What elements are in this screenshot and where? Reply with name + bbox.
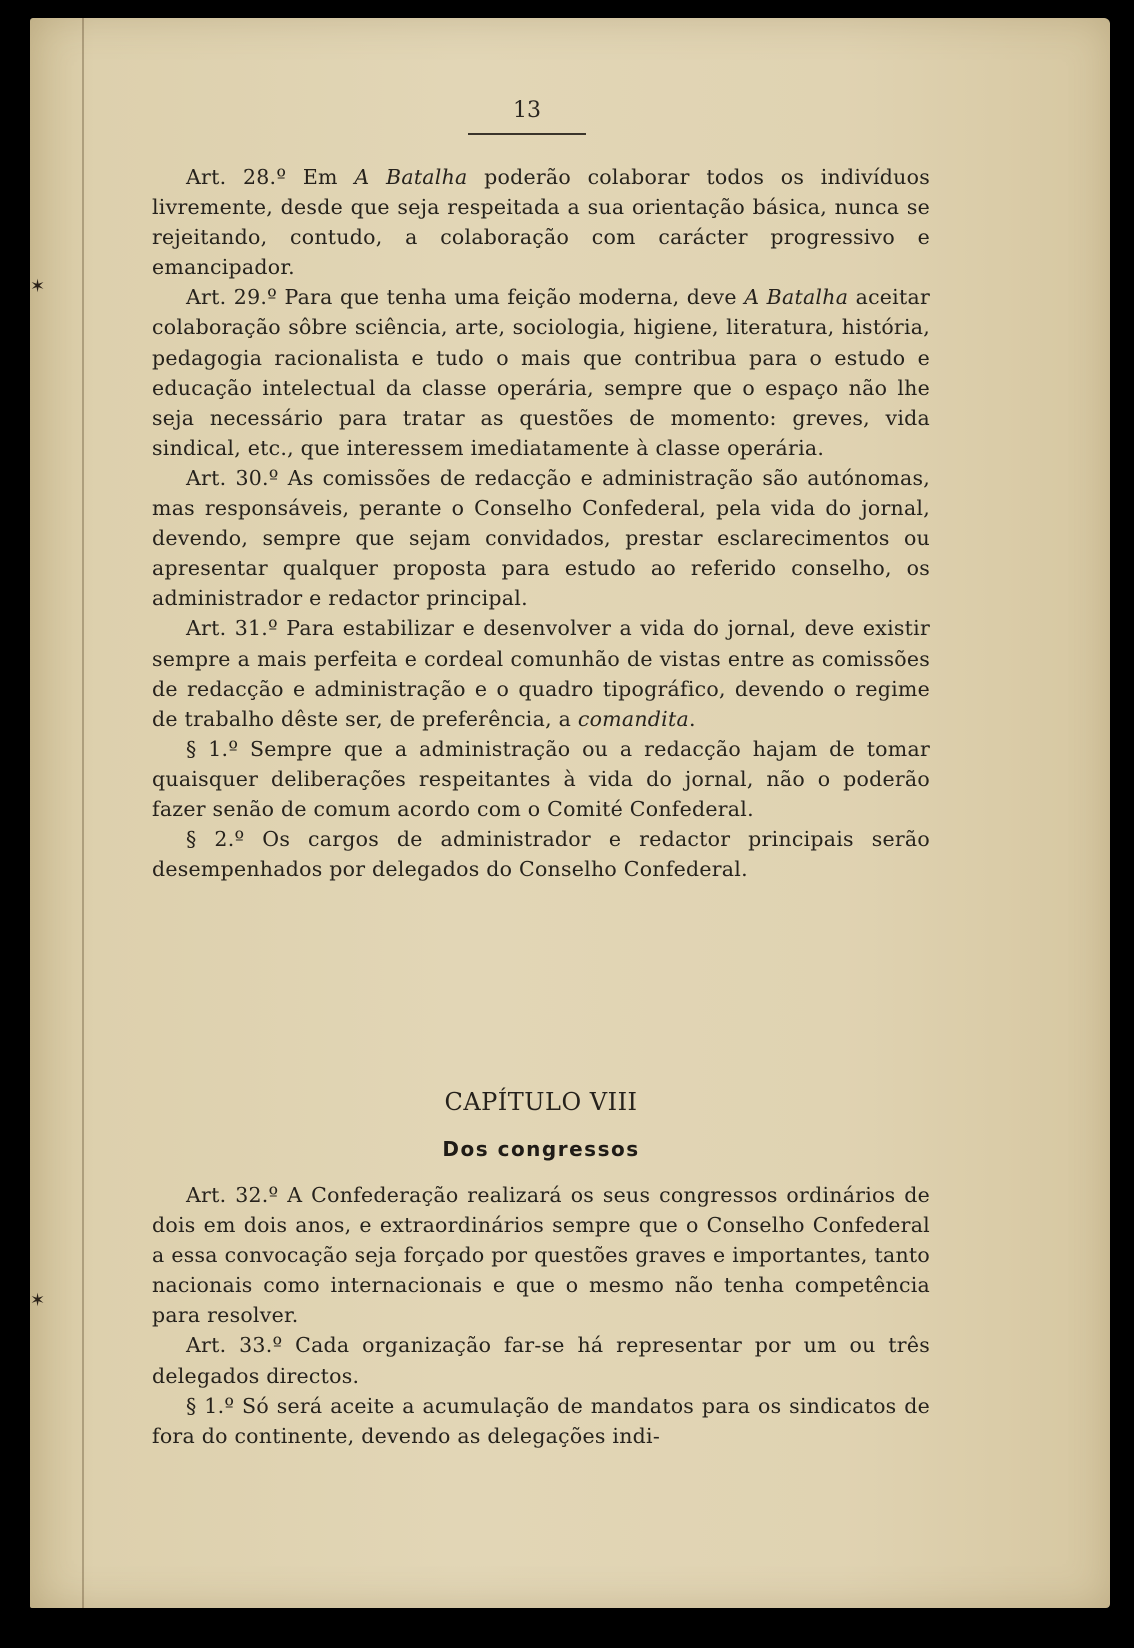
article-29: Art. 29.º Para que tenha uma feição moderna, deve A Batalha aceitar colaboração sôbre sciência, arte, sociologia, higiene, literatura, história, pedagogia racionalista e tudo o mais que contribua para o estudo e educação intelectual da classe operária, sempre que o espaço não lhe seja necessário para tratar as questões de momento: greves, vida sindical, etc., que interessem imediatamente à classe operária. — [152, 285, 930, 460]
italic-term: comandita — [577, 706, 689, 731]
article-31-paragraph-2: § 2.º Os cargos de administrador e redactor principais serão desempenhados por delegados do Conselho Confederal. — [152, 827, 930, 882]
chapter-subtitle: Dos congressos — [442, 1137, 640, 1161]
article-text-block-2 — [152, 1180, 930, 1451]
article-30: Art. 30.º As comissões de redacção e administração são autónomas, mas responsáveis, perante o Conselho Confederal, pela vida do jornal, devendo, sempre que sejam convidados, prestar esclarecimentos ou apresentar qualquer proposta para estudo ao referido conselho, os administrador e redactor principal. — [152, 465, 930, 611]
binding-mark-top: ✶ — [30, 276, 46, 297]
article-33-paragraph-1: § 1.º Só será aceite a acumulação de mandatos para os sindicatos de fora do continente, devendo as delegações indi- — [152, 1393, 930, 1448]
page-number-rule — [468, 133, 586, 135]
newspaper-title: A Batalha — [744, 285, 849, 310]
article-28: Art. 28.º Em A Batalha poderão colaborar todos os indivíduos livremente, desde que seja respeitada a sua orientação básica, nunca se rejeitando, contudo, a colaboração com carácter progressivo e emancipador. — [152, 165, 930, 280]
page-number: 13 — [513, 98, 541, 123]
article-32: Art. 32.º A Confederação realizará os seus congressos ordinários de dois em dois anos, e extraordinários sempre que o Conselho Confederal a essa convocação seja forçado por questões graves e importantes, tanto nacionais como internacionais e que o mesmo não tenha competência para resolver. — [152, 1183, 930, 1328]
article-text-block — [152, 162, 930, 884]
newspaper-title: A Batalha — [354, 165, 468, 189]
binding-mark-bottom: ✶ — [30, 1290, 46, 1311]
article-31: Art. 31.º Para estabilizar e desenvolver a vida do jornal, deve existir sempre a mais perfeita e cordeal comunhão de vistas entre as comissões de redacção e administração e o quadro tipográfico, devendo o regime de trabalho dêste ser, de preferência, a comandita. — [152, 616, 930, 731]
article-33: Art. 33.º Cada organização far-se há representar por um ou três delegados directos. — [152, 1333, 930, 1388]
binding-fold — [82, 18, 84, 1608]
article-31-paragraph-1: § 1.º Sempre que a administração ou a redacção hajam de tomar quaisquer deliberações respeitantes à vida do jornal, não o poderão fazer senão de comum acordo com o Comité Confederal. — [152, 736, 930, 821]
chapter-title: CAPÍTULO VIII — [444, 1088, 638, 1116]
